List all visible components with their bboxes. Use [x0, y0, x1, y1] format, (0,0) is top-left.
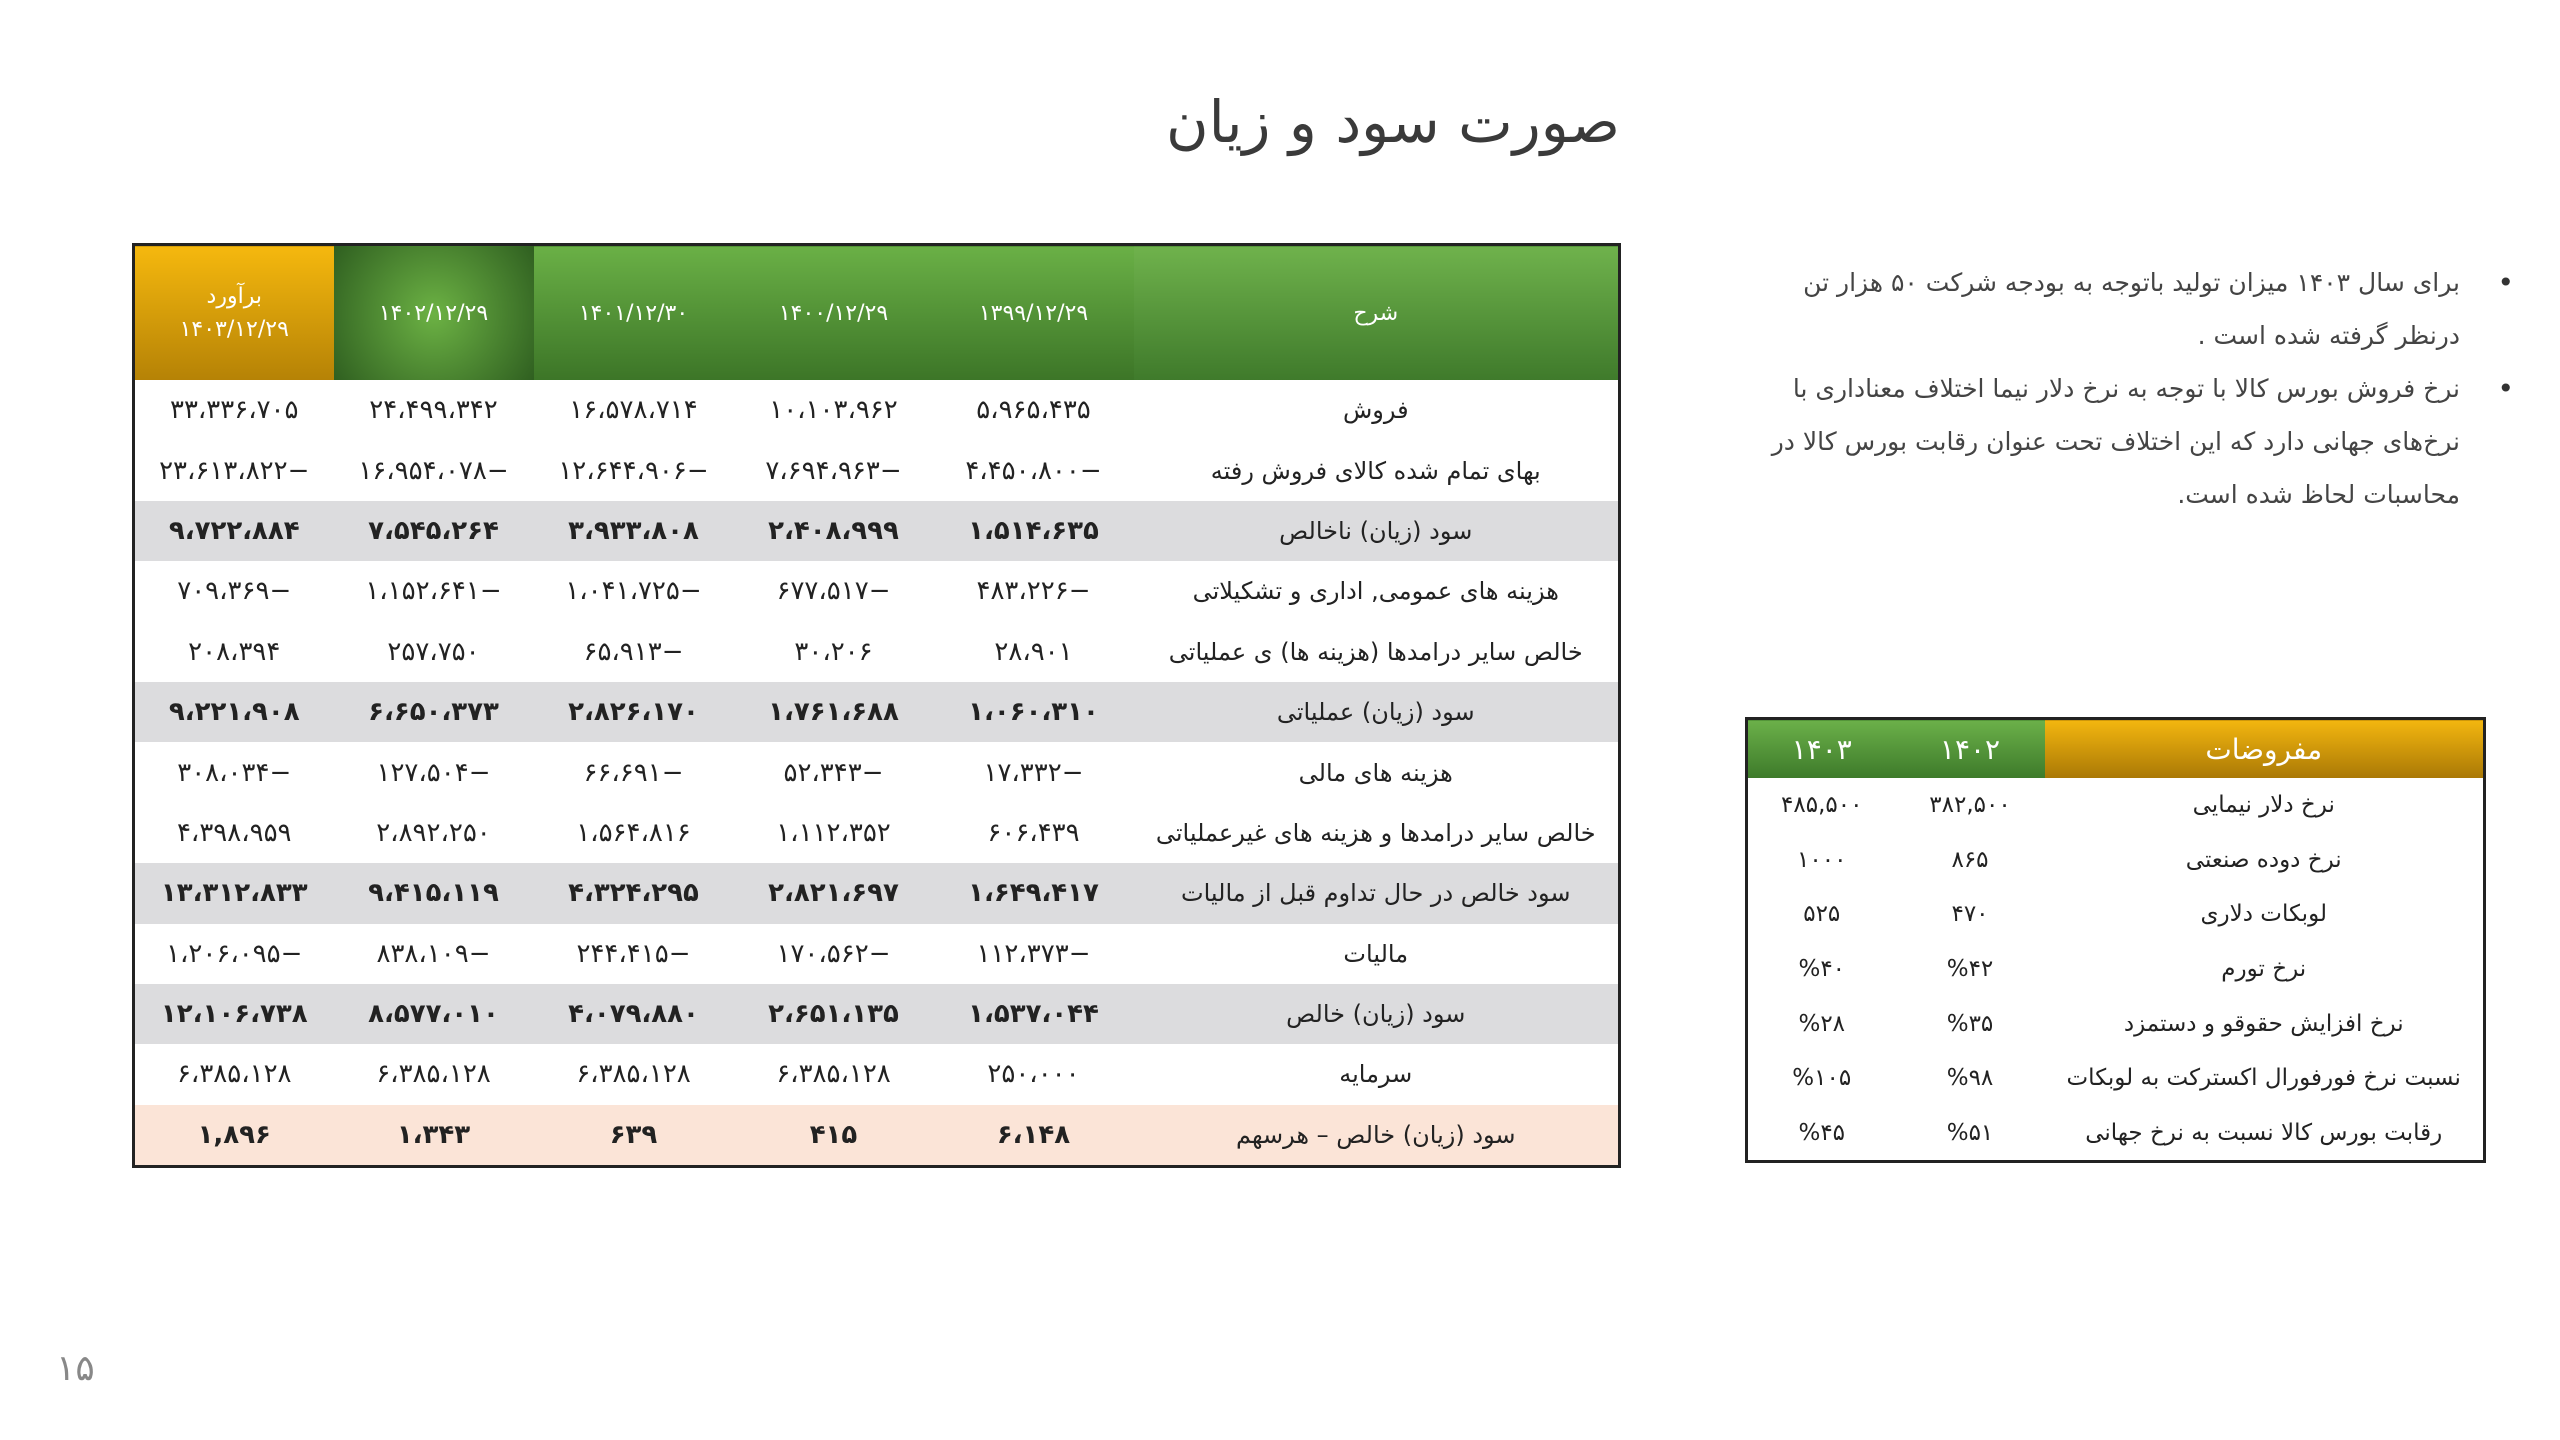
cell-value: ۲،۸۲۱،۶۹۷ [734, 863, 934, 923]
cell-value: ۴۷۰ [1951, 901, 1989, 928]
cell-value: −۱،۲۰۶،۰۹۵ [166, 938, 303, 969]
table-row [1747, 996, 2485, 1051]
cell-value: ۹،۴۱۵،۱۱۹ [334, 863, 534, 923]
cell-value: −۲۳،۶۱۳،۸۲۲ [159, 455, 310, 486]
row-label: نرخ دلار نیمایی [2192, 792, 2335, 819]
row-label: سود (زیان) عملیاتی [1134, 682, 1620, 742]
row-label: نرخ دوده صنعتی [2185, 846, 2342, 873]
cell-value: −۵۲،۳۴۳ [783, 757, 884, 788]
cell-value: ۴۸۵,۵۰۰ [1781, 792, 1863, 819]
table-row [134, 622, 1620, 682]
cell-value: ۱۰،۱۰۳،۹۶۲ [769, 395, 898, 426]
cell-value: ۲،۸۲۶،۱۷۰ [534, 682, 734, 742]
assumptions-header-row [1747, 719, 2485, 779]
cell-value: ۱،۵۳۷،۰۴۴ [934, 984, 1134, 1044]
cell-value: ۳۳،۳۳۶،۷۰۵ [169, 395, 299, 426]
cell-value: ۶،۱۴۸ [934, 1105, 1134, 1167]
cell-value: −۶۵،۹۱۳ [583, 636, 684, 667]
cell-value: −۱۷،۳۳۲ [983, 757, 1084, 788]
row-label: بهای تمام شده کالای فروش رفته [1210, 456, 1541, 485]
table-row [1747, 833, 2485, 888]
cell-value: −۸۳۸،۱۰۹ [376, 938, 491, 969]
assumptions-table [1745, 717, 2486, 1163]
header-year-1402: ۱۴۰۲/۱۲/۲۹ [334, 245, 534, 381]
cell-value: −۱۲۷،۵۰۴ [376, 757, 491, 788]
cell-value: −۲۴۴،۴۱۵ [576, 938, 691, 969]
table-header-row [134, 245, 1620, 381]
cell-value: %۵۱ [1946, 1119, 1994, 1146]
cell-value: ۶،۶۵۰،۳۷۳ [334, 682, 534, 742]
cell-value: ۹،۲۲۱،۹۰۸ [134, 682, 334, 742]
row-label: لوبکات دلاری [2200, 901, 2327, 928]
cell-value: −۶۶،۶۹۱ [583, 757, 684, 788]
cell-value: ۸،۵۷۷،۰۱۰ [334, 984, 534, 1044]
cell-value: ۱،۵۶۴،۸۱۶ [576, 817, 691, 848]
cell-value: ۶،۳۸۵،۱۲۸ [776, 1059, 891, 1090]
page-title: صورت سود و زیان [1166, 88, 1620, 156]
row-label: سود (زیان) ناخالص [1134, 501, 1620, 561]
table-row [134, 561, 1620, 621]
table-row [134, 803, 1620, 863]
cell-value: %۴۵ [1798, 1119, 1846, 1146]
cell-value: %۲۸ [1798, 1010, 1846, 1037]
header-estimate-1403 [134, 245, 334, 381]
row-label: رقابت بورس کالا نسبت به نرخ جهانی [2085, 1119, 2443, 1146]
table-row [1747, 1106, 2485, 1162]
cell-value: ۹،۷۲۲،۸۸۴ [134, 501, 334, 561]
cell-value: −۶۷۷،۵۱۷ [776, 576, 891, 607]
cell-value: ۴،۳۲۴،۲۹۵ [534, 863, 734, 923]
row-label: خالص سایر درامدها و هزینه های غیرعملیاتی [1155, 818, 1596, 847]
cell-value: %۳۵ [1946, 1010, 1994, 1037]
row-label: خالص سایر درامدها (هزینه ها) ی عملیاتی [1168, 637, 1583, 666]
table-row [1747, 942, 2485, 997]
cell-value: −۴۸۳،۲۲۶ [976, 576, 1091, 607]
cell-value: ۱،۶۴۹،۴۱۷ [934, 863, 1134, 923]
cell-value: ۴۱۵ [734, 1105, 934, 1167]
cell-value: −۱۲،۶۴۴،۹۰۶ [558, 455, 709, 486]
header-year-1401: ۱۴۰۱/۱۲/۳۰ [534, 245, 734, 381]
cell-value: ۶۰۶،۴۳۹ [987, 817, 1080, 848]
cell-value: ۶،۳۸۵،۱۲۸ [376, 1059, 491, 1090]
bullet-icon: • [2497, 266, 2514, 299]
estimate-label: برآورد [206, 284, 262, 309]
cell-value: ۵۲۵ [1803, 901, 1841, 928]
cell-value: −۷۰۹،۳۶۹ [177, 576, 292, 607]
note-item [1740, 256, 2514, 362]
cell-value: %۹۸ [1946, 1065, 1994, 1092]
cell-value: ۳۰،۲۰۶ [794, 636, 873, 667]
cell-value: ۲،۴۰۸،۹۹۹ [734, 501, 934, 561]
note-text: برای سال ۱۴۰۳ میزان تولید باتوجه به بودجه شرکت ۵۰ هزار تن درنظر گرفته شده است . [1803, 268, 2460, 350]
assumptions-header-year-1402: ۱۴۰۲ [1896, 719, 2045, 779]
note-text: نرخ فروش بورس کالا با توجه به نرخ دلار نیما اختلاف معناداری با نرخ‌های جهانی دارد که این اختلاف تحت عنوان رقابت بورس کالا در محاسبات لحاظ شده است. [1771, 374, 2460, 509]
cell-value: ۱،۱۱۲،۳۵۲ [776, 817, 891, 848]
cell-value: ۳،۹۳۳،۸۰۸ [534, 501, 734, 561]
cell-value: ۷،۵۴۵،۲۶۴ [334, 501, 534, 561]
cell-value: ۲۰۸،۳۹۴ [188, 636, 281, 667]
table-row [1747, 887, 2485, 942]
cell-value: −۳۰۸،۰۳۴ [177, 757, 292, 788]
cell-value: −۷،۶۹۴،۹۶۳ [765, 455, 902, 486]
cell-value: ۴،۰۷۹،۸۸۰ [534, 984, 734, 1044]
cell-value: ۱،۷۶۱،۶۸۸ [734, 682, 934, 742]
row-label: هزینه های مالی [1298, 758, 1453, 787]
row-label: هزینه های عمومی, اداری و تشکیلاتی [1192, 577, 1559, 606]
cell-value: %۴۲ [1946, 956, 1994, 983]
table-row [134, 742, 1620, 802]
cell-value: ۱,۸۹۶ [134, 1105, 334, 1167]
cell-value: −۱،۰۴۱،۷۲۵ [565, 576, 702, 607]
cell-value: ۲۵۷،۷۵۰ [387, 636, 480, 667]
estimate-date: ۱۴۰۳/۱۲/۲۹ [179, 317, 289, 342]
row-label: سود (زیان) خالص [1134, 984, 1620, 1044]
page-number: ۱۵ [56, 1348, 95, 1389]
cell-value: ۶،۳۸۵،۱۲۸ [176, 1059, 292, 1090]
cell-value: ۲۸،۹۰۱ [994, 636, 1073, 667]
row-label: نرخ افزایش حقوقو و دستمزد [2123, 1010, 2404, 1037]
cell-value: ۱۲،۱۰۶،۷۳۸ [134, 984, 334, 1044]
notes-list [1740, 256, 2514, 521]
cell-value: ۶۳۹ [534, 1105, 734, 1167]
row-label: فروش [1342, 396, 1409, 425]
assumptions-header-label: مفروضات [2045, 719, 2485, 779]
cell-value: ۱،۳۴۳ [334, 1105, 534, 1167]
cell-value: ۲،۸۹۲،۲۵۰ [376, 817, 491, 848]
table-row [134, 380, 1620, 440]
table-row [134, 924, 1620, 984]
bullet-icon: • [2497, 372, 2514, 405]
cell-value: ۸۶۵ [1951, 846, 1989, 873]
cell-value: ۲۵۰،۰۰۰ [987, 1059, 1080, 1090]
row-label: سود (زیان) خالص – هرسهم [1134, 1105, 1620, 1167]
row-label: سود خالص در حال تداوم قبل از مالیات [1134, 863, 1620, 923]
header-year-1400: ۱۴۰۰/۱۲/۲۹ [734, 245, 934, 381]
row-label: نسبت نرخ فورفورال اکسترکت به لوبکات [2066, 1065, 2461, 1092]
cell-value: ۲،۶۵۱،۱۳۵ [734, 984, 934, 1044]
row-label: مالیات [1343, 939, 1409, 968]
cell-value: ۱۳،۳۱۲،۸۳۳ [134, 863, 334, 923]
cell-value: −۱۱۲،۳۷۳ [976, 938, 1091, 969]
cell-value: ۶،۳۸۵،۱۲۸ [576, 1059, 691, 1090]
table-row [134, 863, 1620, 923]
cell-value: ۵،۹۶۵،۴۳۵ [976, 395, 1091, 426]
cell-value: −۴،۴۵۰،۸۰۰ [965, 455, 1102, 486]
cell-value: %۱۰۵ [1792, 1065, 1852, 1092]
cell-value: −۱۷۰،۵۶۲ [776, 938, 891, 969]
row-label: سرمایه [1339, 1060, 1413, 1089]
table-row [134, 1044, 1620, 1104]
cell-value: ۱،۵۱۴،۶۳۵ [934, 501, 1134, 561]
cell-value: ۳۸۲,۵۰۰ [1929, 792, 2011, 819]
table-row [134, 440, 1620, 500]
cell-value: %۴۰ [1798, 956, 1846, 983]
cell-value: −۱،۱۵۲،۶۴۱ [365, 576, 502, 607]
cell-value: ۱۶،۵۷۸،۷۱۴ [569, 395, 698, 426]
table-row [1747, 1051, 2485, 1106]
cell-value: −۱۶،۹۵۴،۰۷۸ [358, 455, 509, 486]
table-row [134, 682, 1620, 742]
header-description: شرح [1134, 245, 1620, 381]
cell-value: ۱،۰۶۰،۳۱۰ [934, 682, 1134, 742]
header-year-1399: ۱۳۹۹/۱۲/۲۹ [934, 245, 1134, 381]
table-row [134, 1105, 1620, 1167]
table-row [1747, 778, 2485, 833]
assumptions-header-year-1403: ۱۴۰۳ [1747, 719, 1896, 779]
cell-value: ۱۰۰۰ [1797, 846, 1847, 873]
table-row [134, 501, 1620, 561]
income-statement-table [132, 243, 1621, 1168]
cell-value: ۲۴،۴۹۹،۳۴۲ [369, 395, 498, 426]
cell-value: ۴،۳۹۸،۹۵۹ [176, 817, 292, 848]
note-item [1740, 362, 2514, 521]
row-label: نرخ تورم [2221, 956, 2307, 983]
table-row [134, 984, 1620, 1044]
